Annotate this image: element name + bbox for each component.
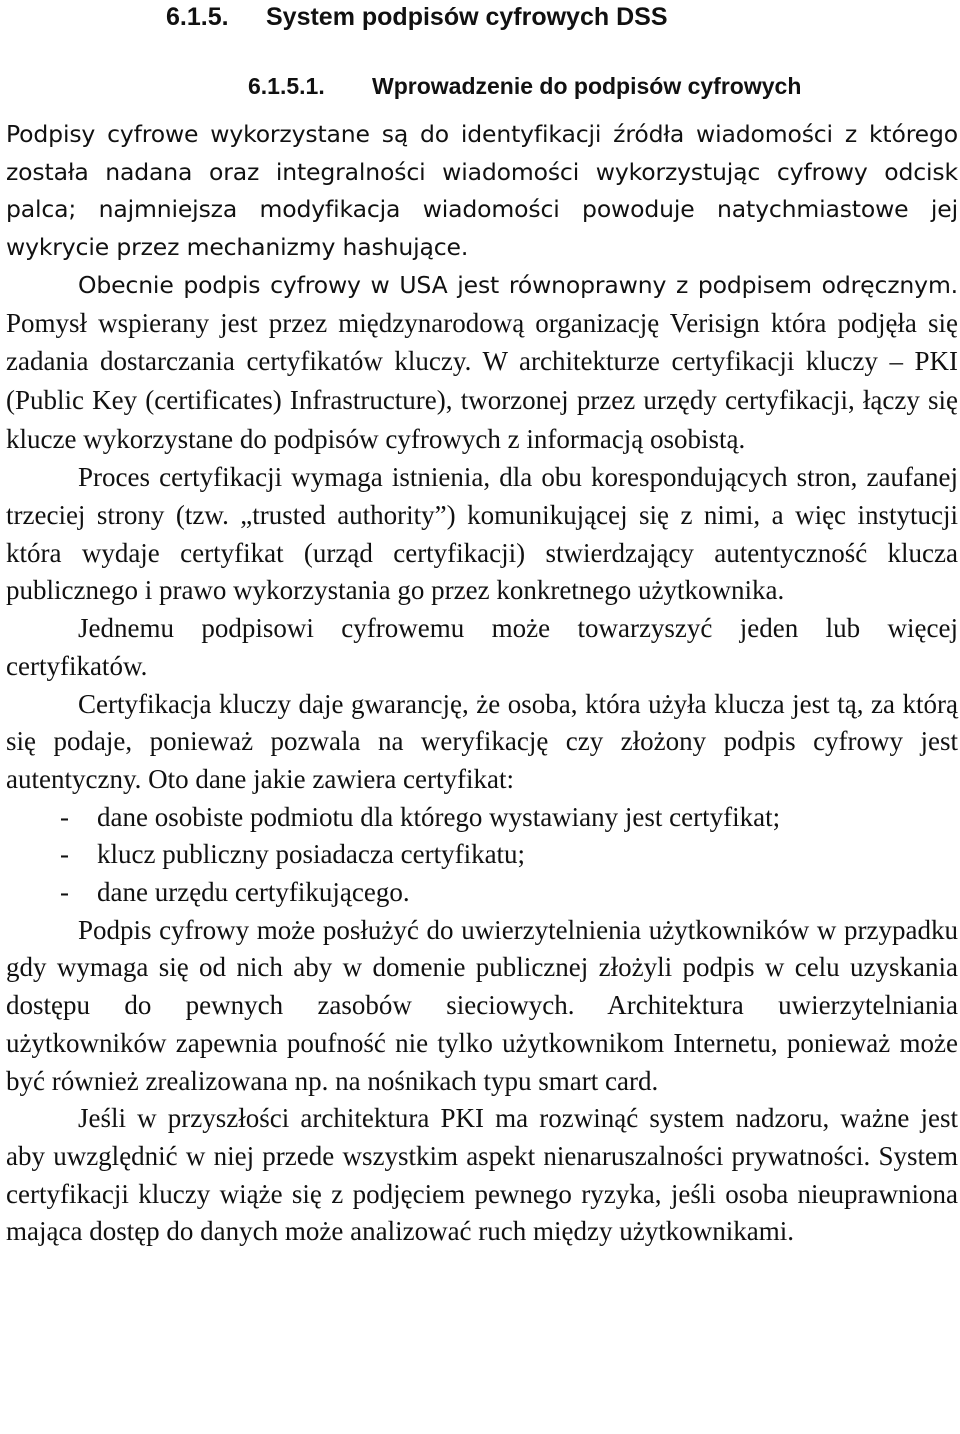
subsection-title: Wprowadzenie do podpisów cyfrowych [372, 73, 802, 99]
paragraph-key-certification: Certyfikacja kluczy daje gwarancję, że osoba, która użyła klucza jest tą, za którą się podaje, ponieważ pozwala na weryfikację czy złożony podpis cyfrowy jest autentyczny. Oto dane jakie zawiera certyfikat: [6, 688, 958, 794]
paragraph-usa-text: Obecnie podpis cyfrowy w USA jest równoprawny z podpisem odręcznym. [78, 270, 958, 299]
paragraph-authentication: Podpis cyfrowy może posłużyć do uwierzytelnienia użytkowników w przypadku gdy wymaga się od nich aby w domenie publicznej złożyli podpis w celu uzyskania dostępu do pewnych zasobów sieciowych. Architektura uwierzytelniania użytkowników zapewnia poufność nie tylko użytkownikom Internetu, ponieważ może być również zrealizowana np. na nośnikach typu smart card. [6, 914, 958, 1096]
list-dash: - [60, 839, 69, 870]
section-heading [6, 0, 958, 32]
list-item-text: klucz publiczny posiadacza certyfikatu; [97, 839, 526, 870]
body-text [6, 116, 958, 1251]
list-item [6, 836, 958, 874]
list-item-text: dane osobiste podmiotu dla którego wystawiany jest certyfikat; [97, 801, 781, 832]
list-item-text: dane urzędu certyfikującego. [97, 877, 410, 908]
subsection-number: 6.1.5.1. [248, 73, 325, 99]
paragraph-multiple-certificates: Jednemu podpisowi cyfrowemu może towarzyszyć jeden lub więcej certyfikatów. [6, 613, 958, 681]
list-dash: - [60, 877, 69, 908]
list-dash: - [60, 801, 69, 832]
paragraph-verisign: Pomysł wspierany jest przez międzynarodową organizację Verisign która podjęła się zadania dostarczania certyfikatów kluczy. W architekturze certyfikacji kluczy – PKI (Public Key (certificates) Infrastructure), tworzonej przez urzędy certyfikacji, łączy się klucze wykorzystane do podpisów cyfrowych z informacją osobistą. [6, 307, 958, 454]
section-number: 6.1.5. [166, 3, 229, 31]
subsection-heading [6, 32, 958, 100]
document-page [6, 0, 958, 1251]
paragraph-intro: Podpisy cyfrowe wykorzystane są do identyfikacji źródła wiadomości z którego została nadana oraz integralności wiadomości wykorzystując cyfrowy odcisk palca; najmniejsza modyfikacja wiadomości powoduje natychmiastowe jej wykrycie przez mechanizmy hashujące. [6, 120, 958, 262]
paragraph-certification-process: Proces certyfikacji wymaga istnienia, dla obu korespondujących stron, zaufanej trzeciej strony (tzw. „trusted authority”) komunikującej się z nimi, a więc instytucji która wydaje certyfikat (urząd certyfikacji) stwierdzający autentyczność klucza publicznego i prawo wykorzystania go przez konkretnego użytkownika. [6, 462, 958, 606]
certificate-contents-list [6, 799, 958, 912]
list-item [6, 799, 958, 837]
paragraph-pki-future: Jeśli w przyszłości architektura PKI ma rozwinąć system nadzoru, ważne jest aby uwzględnić w niej przede wszystkim aspekt nienaruszalności prywatności. System certyfikacji kluczy wiąże się z podjęciem pewnego ryzyka, jeśli osoba nieuprawniona mająca dostęp do danych może analizować ruch między użytkownikami. [6, 1103, 958, 1247]
list-item [6, 874, 958, 912]
section-title: System podpisów cyfrowych DSS [266, 3, 668, 31]
paragraph-usa [6, 267, 958, 460]
